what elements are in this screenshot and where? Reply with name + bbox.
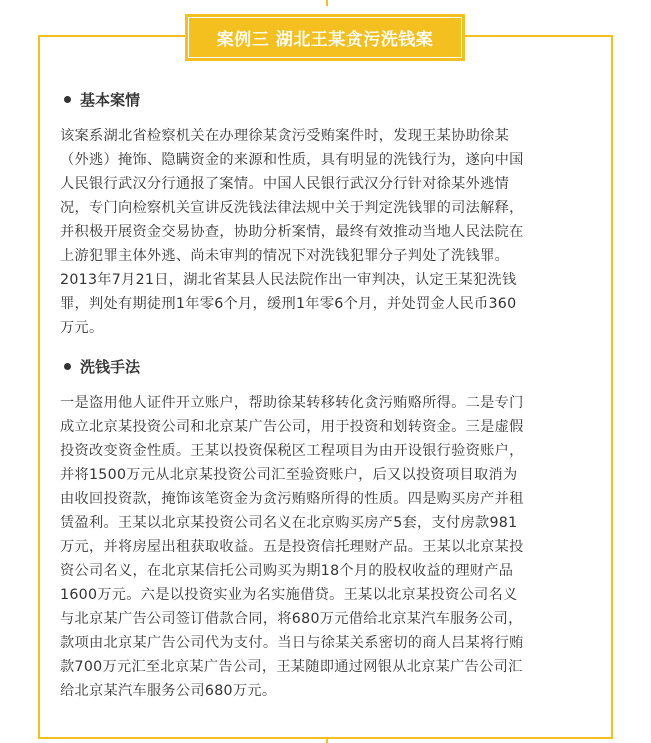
section-heading-text: 基本案情: [80, 90, 141, 109]
paragraph-line: 成立北京某投资公司和北京某广告公司，用于投资和划转资金。三是虚假: [60, 419, 524, 435]
title-banner: [185, 14, 465, 61]
paragraph-line: 由收回投资款，掩饰该笔资金为贪污贿赂所得的性质。四是购买房产并租: [60, 491, 524, 507]
paragraph-line: 赁盈利。王某以北京某投资公司名义在北京购买房产5套，支付房款981: [60, 515, 518, 531]
section-body-laundering-methods: [60, 391, 590, 703]
paragraph-line: 款700万元汇至北京某广告公司，王某随即通过网银从北京某广告公司汇: [60, 659, 523, 675]
section-heading-case-facts: [60, 88, 590, 110]
paragraph-line: （外逃）掩饰、隐瞒资金的来源和性质，具有明显的洗钱行为，遂向中国: [60, 152, 524, 168]
paragraph-line: 罪，判处有期徒刑1年零6个月，缓刑1年零6个月，并处罚金人民币360: [60, 296, 517, 312]
paragraph-line: 并积极开展资金交易协查，协助分析案情，最终有效推动当地人民法院在: [60, 224, 524, 240]
page-title: 案例三 湖北王某贪污洗钱案: [188, 17, 462, 58]
paragraph-line: 人民银行武汉分行通报了案情。中国人民银行武汉分行针对徐某外逃情: [60, 176, 510, 192]
section-heading-text: 洗钱手法: [80, 357, 141, 376]
paragraph-line: 投资改变资金性质。王某以投资保税区工程项目为由开设银行验资账户，: [60, 443, 524, 459]
section-heading-laundering-methods: [60, 355, 590, 377]
paragraph-line: 一是盗用他人证件开立账户，帮助徐某转移转化贪污贿赂所得。二是专门: [60, 395, 524, 411]
article-content: [60, 88, 590, 703]
bottom-connector-line: [326, 739, 328, 743]
section-body-case-facts: [60, 124, 590, 340]
paragraph-line: 款项由北京某广告公司代为支付。当日与徐某关系密切的商人吕某将行贿: [60, 635, 524, 651]
paragraph-line: 2013年7月21日，湖北省某县人民法院作出一审判决，认定王某犯洗钱: [60, 272, 517, 288]
paragraph-line: 给北京某汽车服务公司680万元。: [60, 683, 277, 699]
bullet-icon: [64, 96, 71, 103]
paragraph-line: 与北京某广告公司签订借款合同，将680万元借给北京某汽车服务公司，: [60, 611, 523, 627]
paragraph-line: 万元。: [60, 320, 104, 336]
bullet-icon: [64, 363, 71, 370]
top-connector-line: [326, 0, 328, 6]
paragraph-line: 1600万元。六是以投资实业为名实施借贷。王某以北京某投资公司名义: [60, 587, 518, 603]
paragraph-line: 该案系湖北省检察机关在办理徐某贪污受贿案件时，发现王某协助徐某: [60, 128, 510, 144]
paragraph-line: 上游犯罪主体外逃、尚未审判的情况下对洗钱犯罪分子判处了洗钱罪。: [60, 248, 510, 264]
paragraph-line: 万元，并将房屋出租获取收益。五是投资信托理财产品。王某以北京某投: [60, 539, 524, 555]
paragraph-line: 况，专门向检察机关宣讲反洗钱法律法规中关于判定洗钱罪的司法解释，: [60, 200, 524, 216]
paragraph-line: 资公司名义，在北京某信托公司购买为期18个月的股权收益的理财产品: [60, 563, 514, 579]
paragraph-line: 并将1500万元从北京某投资公司汇至验资账户，后又以投资项目取消为: [60, 467, 518, 483]
